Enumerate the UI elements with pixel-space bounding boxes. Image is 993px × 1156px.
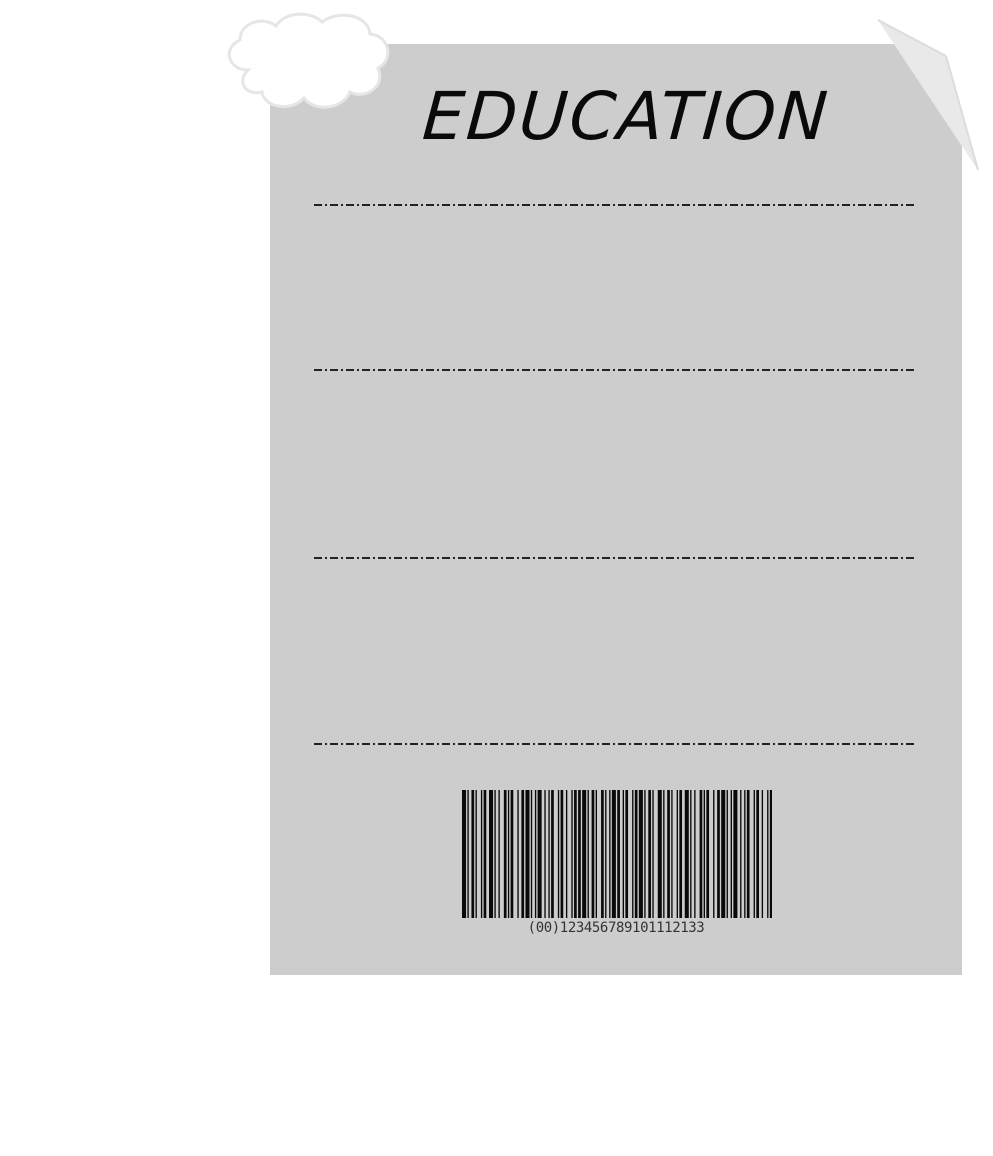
barcode-bar	[494, 790, 495, 918]
barcode-bar	[561, 790, 564, 918]
barcode-bar	[754, 790, 755, 918]
barcode-bar	[617, 790, 620, 918]
barcode-bar	[663, 790, 664, 918]
barcode-bar	[551, 790, 554, 918]
entry-line-1	[314, 204, 914, 206]
barcode-bar	[578, 790, 581, 918]
barcode-bar	[538, 790, 542, 918]
barcode-bar	[762, 790, 763, 918]
barcode-bar	[685, 790, 689, 918]
barcode-bar	[612, 790, 616, 918]
barcode-bar	[671, 790, 672, 918]
barcode-bar	[644, 790, 645, 918]
barcode-bar	[667, 790, 670, 918]
card-title: EDUCATION	[420, 78, 832, 155]
barcode-bar	[731, 790, 732, 918]
barcode-bar	[733, 790, 737, 918]
barcode-bar	[609, 790, 610, 918]
barcode-bar	[592, 790, 595, 918]
barcode-bar	[721, 790, 725, 918]
barcode-bar	[770, 790, 772, 918]
barcode-bar	[476, 790, 477, 918]
barcode-bar	[508, 790, 509, 918]
barcode-bar	[498, 790, 499, 918]
barcode-bar	[756, 790, 759, 918]
barcode-bar	[582, 790, 586, 918]
barcode-bar	[489, 790, 493, 918]
barcode-bar	[601, 790, 604, 918]
barcode-bar	[652, 790, 653, 918]
barcode-bar	[481, 790, 482, 918]
barcode-bar	[558, 790, 559, 918]
barcode-bar	[544, 790, 545, 918]
barcode-bar	[767, 790, 768, 918]
barcode-bar	[623, 790, 624, 918]
barcode-bar	[574, 790, 577, 918]
barcode-bar	[525, 790, 529, 918]
barcode-bar	[713, 790, 714, 918]
barcode-bar	[625, 790, 628, 918]
barcode-bar	[517, 790, 518, 918]
barcode-bar	[639, 790, 643, 918]
barcode-bar	[706, 790, 709, 918]
barcode-bar	[531, 790, 532, 918]
barcode-bar	[677, 790, 678, 918]
barcode-bar	[648, 790, 651, 918]
barcode-bar	[566, 790, 567, 918]
barcode-bar	[484, 790, 487, 918]
barcode-bar	[679, 790, 682, 918]
barcode-bar	[471, 790, 474, 918]
barcode-bar	[694, 790, 695, 918]
barcode-bar	[747, 790, 750, 918]
barcode-bar	[605, 790, 606, 918]
barcode-bar	[548, 790, 549, 918]
barcode-bar	[700, 790, 703, 918]
barcode-bar	[727, 790, 728, 918]
entry-line-2	[314, 369, 914, 371]
barcode-bar	[635, 790, 638, 918]
barcode-bar	[744, 790, 745, 918]
barcode-bar	[571, 790, 572, 918]
entry-line-4	[314, 743, 914, 745]
barcode-bar	[504, 790, 507, 918]
barcode-number: (00)123456789101112133	[527, 920, 705, 936]
barcode-bar	[632, 790, 633, 918]
entry-line-3	[314, 557, 914, 559]
barcode-bar	[658, 790, 662, 918]
barcode-bar	[535, 790, 536, 918]
barcode-bar	[717, 790, 720, 918]
barcode-bar	[704, 790, 705, 918]
barcode-bar	[462, 790, 466, 918]
barcode-bar	[740, 790, 741, 918]
barcode-bar	[521, 790, 524, 918]
barcode-bar	[511, 790, 514, 918]
barcode-icon	[460, 790, 772, 918]
barcode-bar	[690, 790, 691, 918]
barcode-bar	[596, 790, 597, 918]
barcode-bar	[467, 790, 468, 918]
barcode-bar	[588, 790, 589, 918]
